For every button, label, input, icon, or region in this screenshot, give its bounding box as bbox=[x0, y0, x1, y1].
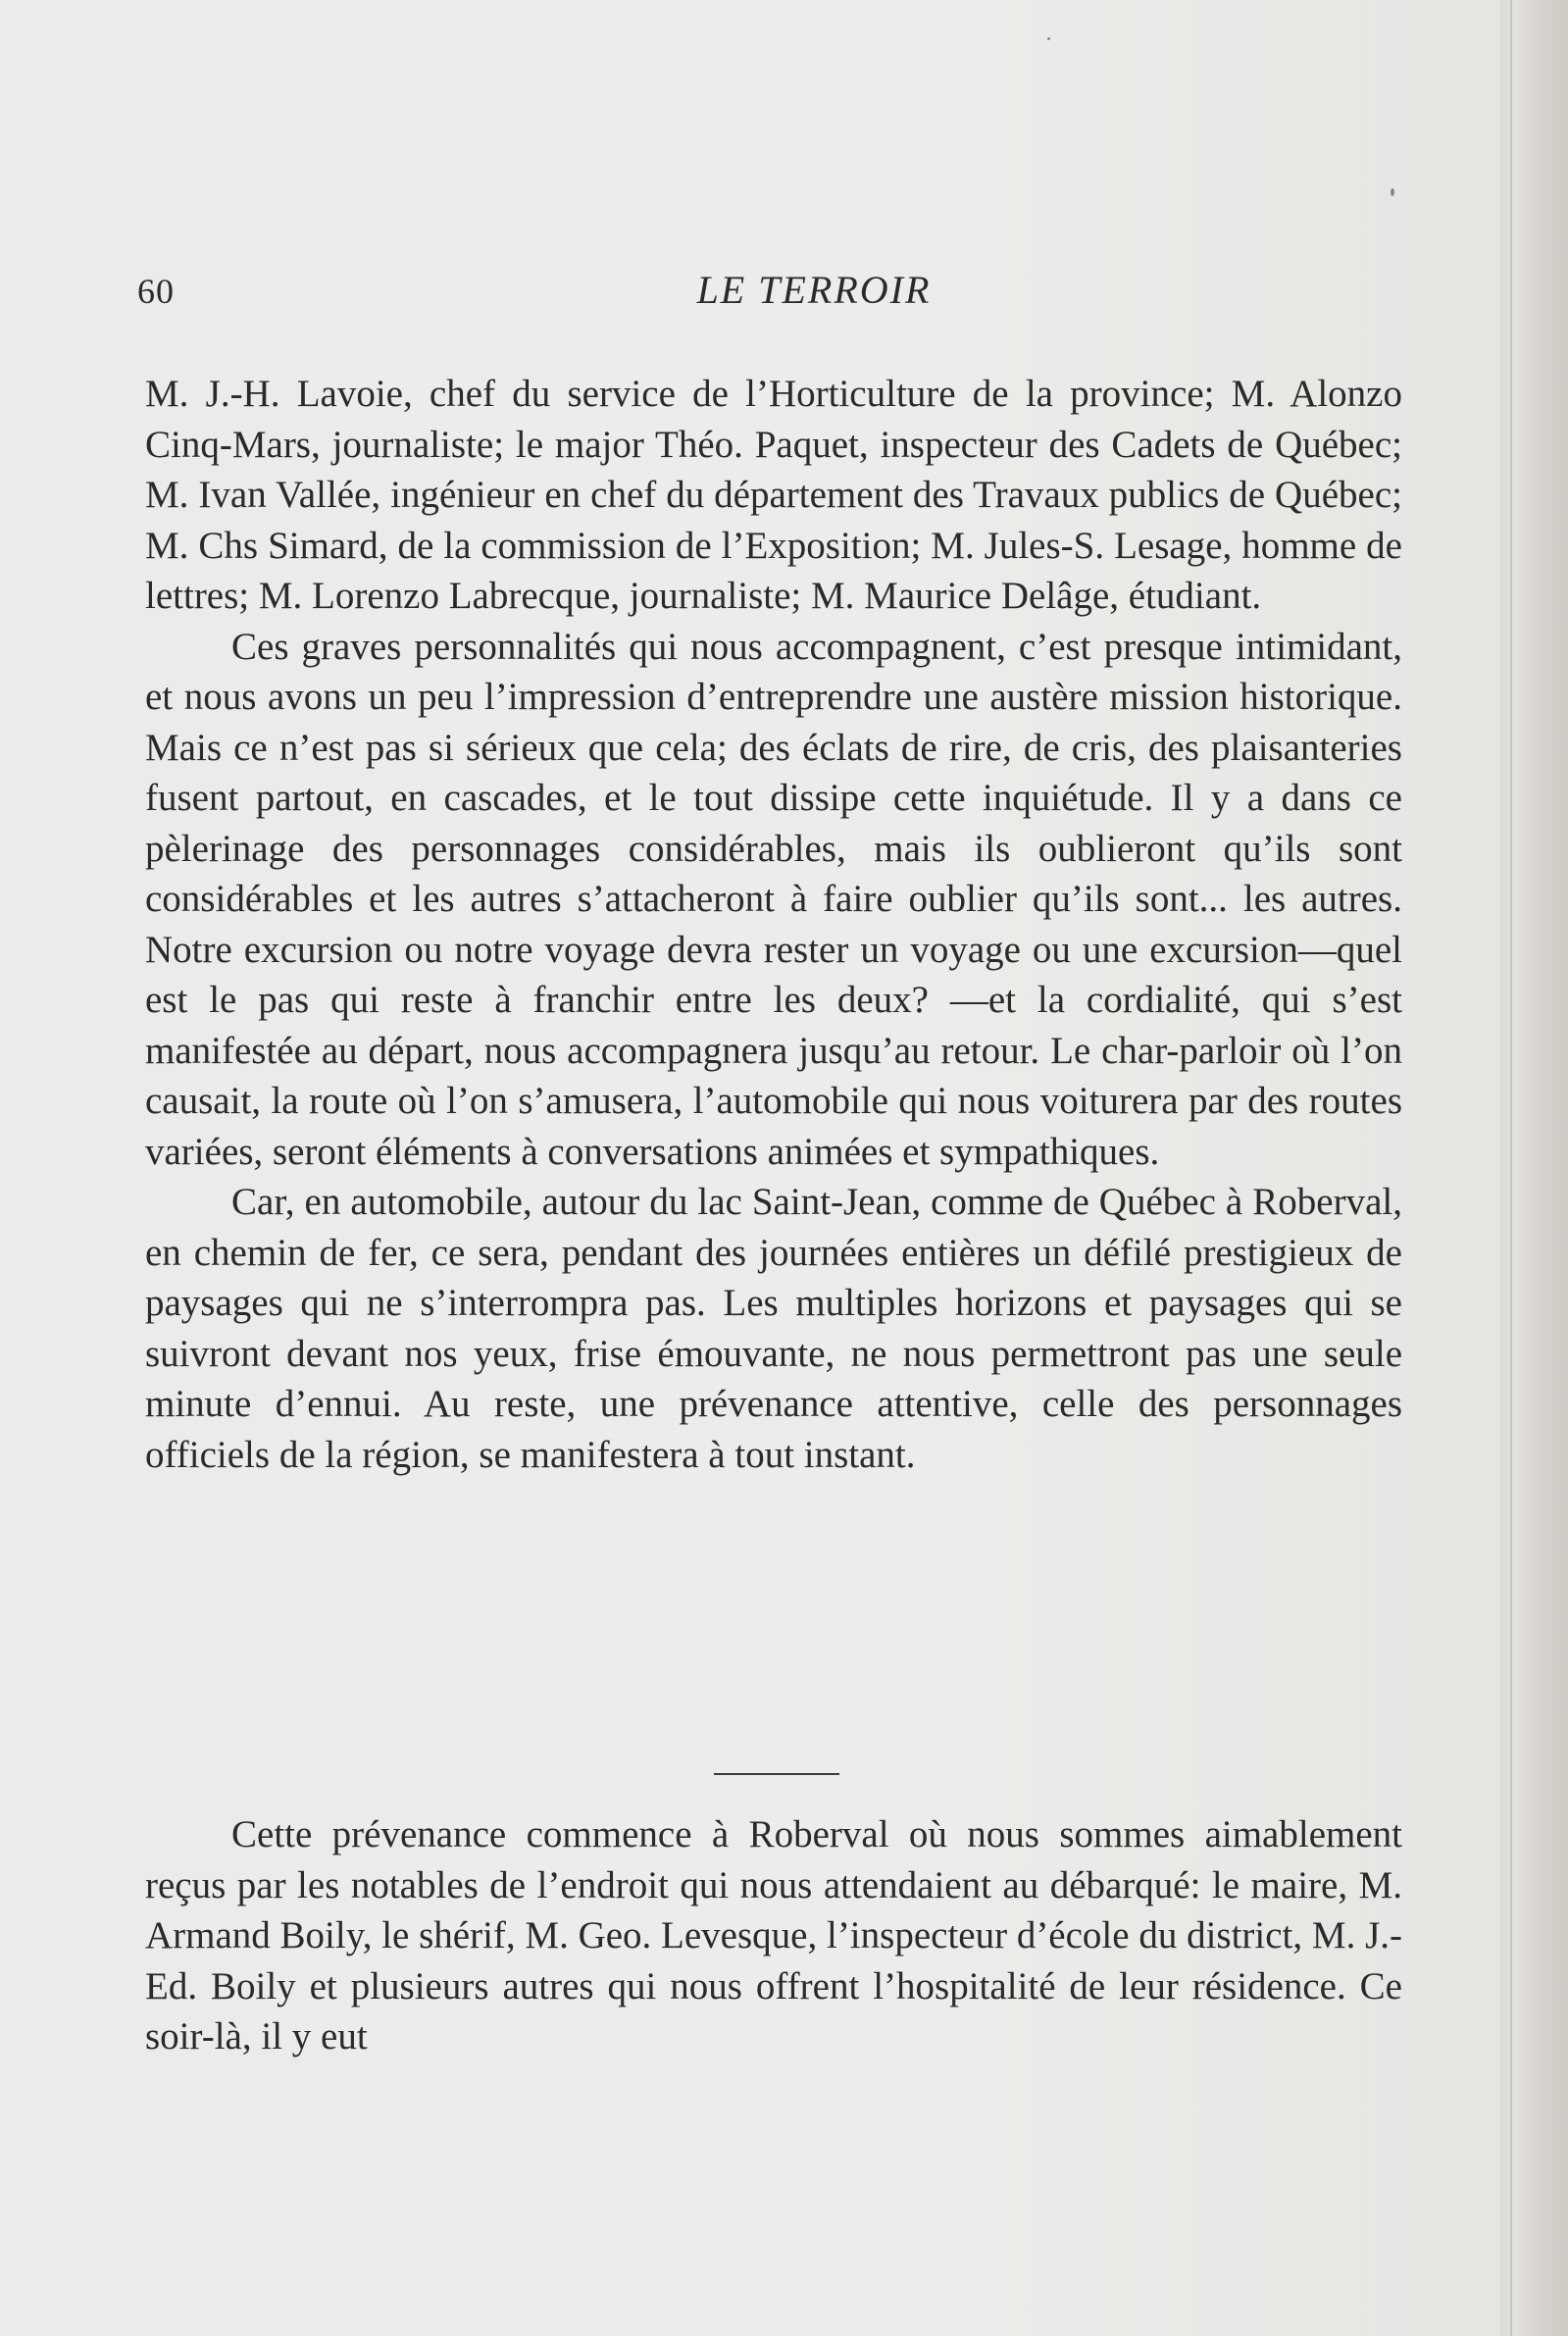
paragraph-guest-list: M. J.-H. Lavoie, chef du service de l’Horticulture de la province; M. Alonzo Cinq-Mars, journaliste; le major Théo. Paquet, inspecteur des Cadets de Québec; M. Ivan Vallée, ingénieur en chef du département des Travaux publics de Québec; M. Chs Simard, de la commission de l’Exposition; M. Jules-S. Lesage, homme de lettres; M. Lorenzo Labrecque, journaliste; M. Maurice Delâge, étudiant. bbox=[145, 373, 1402, 617]
main-text-block bbox=[145, 369, 1402, 1480]
page-number: 60 bbox=[137, 272, 175, 311]
paragraph-landscapes: Car, en automobile, autour du lac Saint-Jean, comme de Québec à Roberval, en chemin de fer, ce sera, pendant des journées entières un défilé prestigieux de paysages qui ne s’interrompra pas. Les multiples horizons et paysages qui se suivront devant nos yeux, frise émouvante, ne nous permettront pas une seule minute d’ennui. Au reste, une prévenance attentive, celle des personnages officiels de la région, se manifestera à tout instant. bbox=[145, 1181, 1402, 1476]
paper-speck bbox=[1391, 188, 1394, 196]
paper-speck bbox=[1047, 37, 1050, 40]
second-text-block bbox=[145, 1809, 1402, 2062]
running-head bbox=[137, 263, 1402, 322]
page-binding-line bbox=[1510, 0, 1512, 2336]
paragraph-roberval: Cette prévenance commence à Roberval où nous sommes aimablement reçus par les notables de l’endroit qui nous attendaient au débarqué: le maire, M. Armand Boily, le shérif, M. Geo. Levesque, l’inspecteur d’école du district, M. J.-Ed. Boily et plusieurs autres qui nous offrent l’hospitalité de leur résidence. Ce soir-là, il y eut bbox=[145, 1813, 1402, 2057]
paragraph-personalities: Ces graves personnalités qui nous accompagnent, c’est presque intimidant, et nous avons un peu l’impression d’entreprendre une austère mission historique. Mais ce n’est pas si sérieux que cela; des éclats de rire, de cris, des plaisanteries fusent partout, en cascades, et le tout dissipe cette inquiétude. Il y a dans ce pèlerinage des personnages considérables, mais ils oublieront qu’ils sont considérables et les autres s’attacheront à faire oublier qu’ils sont... les autres. Notre excursion ou notre voyage devra rester un voyage ou une excursion—quel est le pas qui reste à franchir entre les deux? —et la cordialité, qui s’est manifestée au départ, nous accompagnera jusqu’au retour. Le char-parloir où l’on causait, la route où l’on s’amusera, l’automobile qui nous voiturera par des routes variées, seront éléments à conversations animées et sympathiques. bbox=[145, 625, 1402, 1173]
section-divider bbox=[714, 1773, 839, 1775]
running-title: LE TERROIR bbox=[696, 268, 932, 312]
